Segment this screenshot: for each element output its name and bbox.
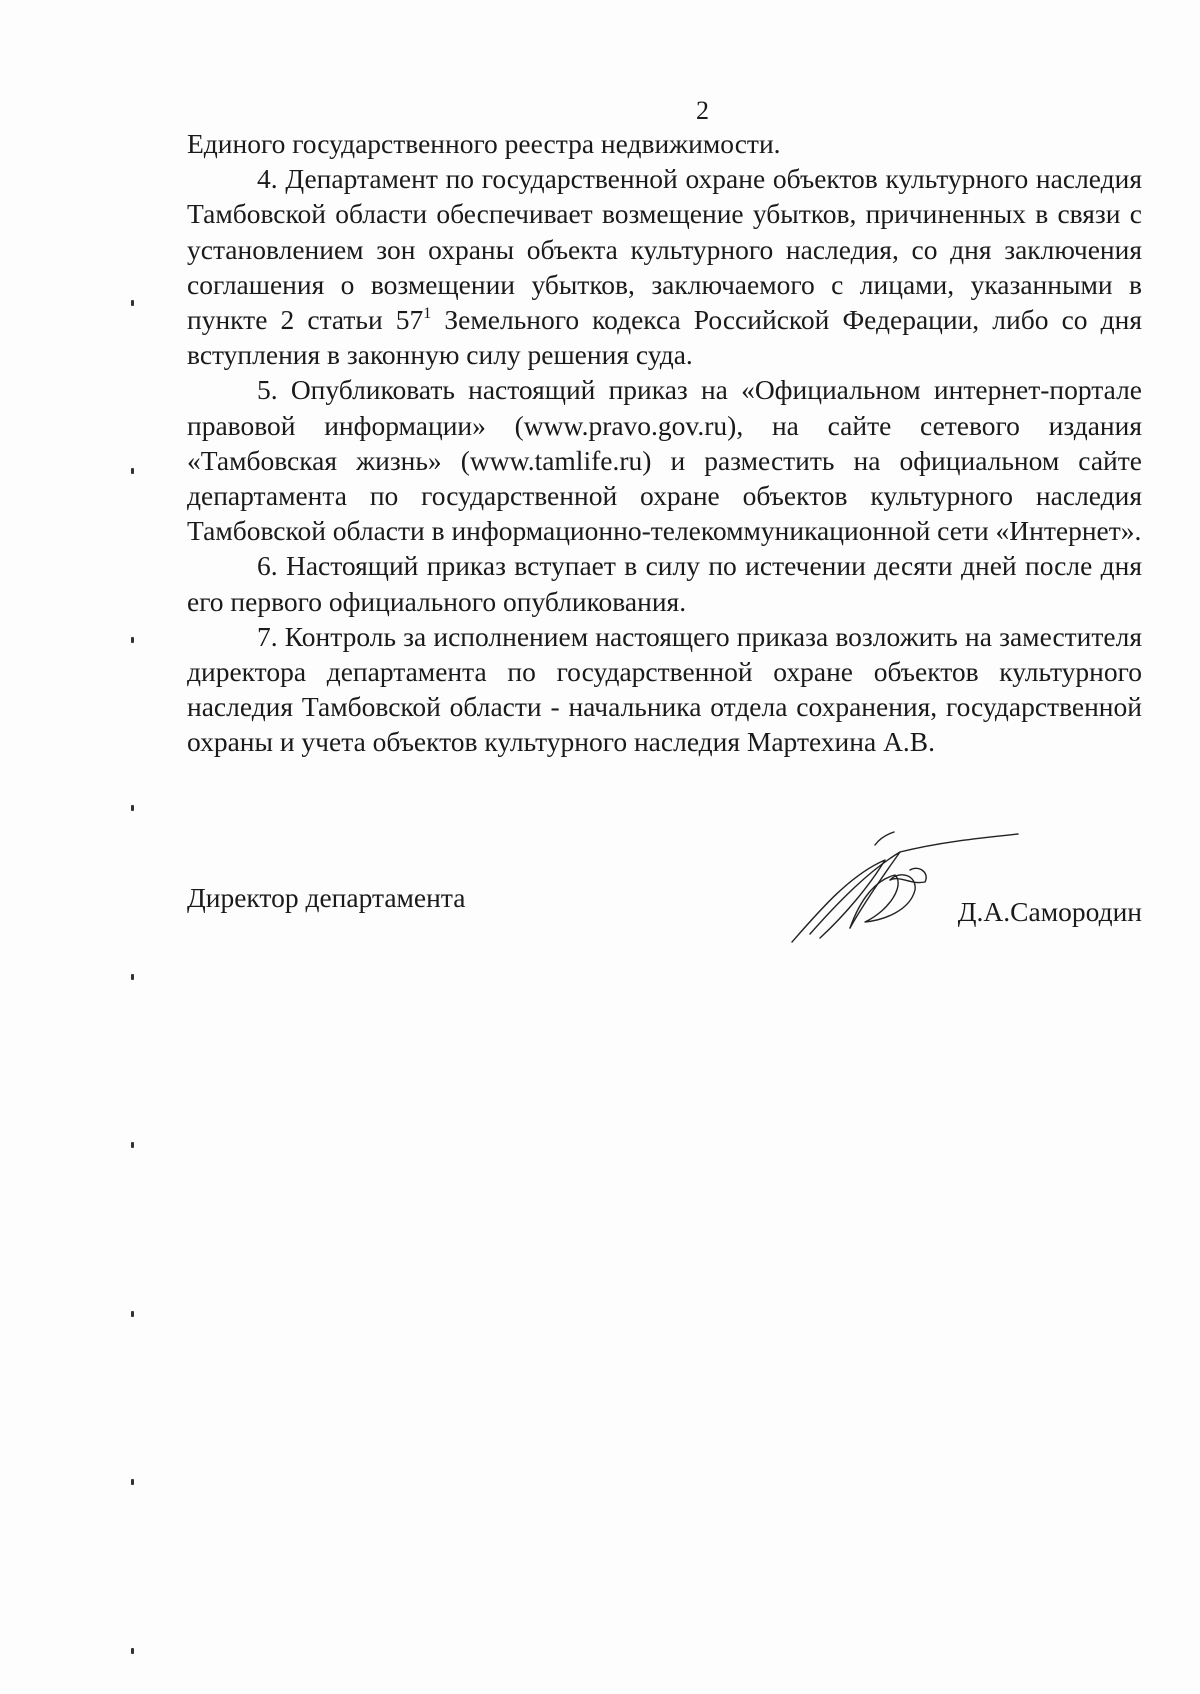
article-superscript: 1 [423, 305, 432, 323]
signer-name: Д.А.Самородин [957, 896, 1142, 927]
paragraph-item-4-text: 4. Департамент по государственной охране объектов культурного наследия Тамбовской области обеспечивает возмещение убытков, причиненных в связи с установлением зон охраны объекта культурного наследия, со дня заключения соглашения о возмещении убытков, заключаемого с лицами, указанными в пункте 2 статьи 57 [187, 163, 1142, 336]
paragraph-item-4 [187, 161, 1142, 372]
scan-mark [131, 1648, 134, 1654]
paragraph-item-5: 5. Опубликовать настоящий приказ на «Официальном интернет-портале правовой информации» (www.pravo.gov.ru), на сайте сетевого издания «Тамбовская жизнь» (www.tamlife.ru) и разместить на официальном сайте департамента по государственной охране объектов культурного наследия Тамбовской области в информационно-телекоммуникационной сети «Интернет». [187, 374, 1142, 547]
signer-position: Директор департамента [187, 882, 466, 913]
scan-mark [131, 1311, 134, 1317]
scan-mark [131, 1479, 134, 1485]
scan-mark [131, 805, 134, 811]
scan-mark [131, 974, 134, 980]
paragraph-item-4-text-end: Земельного кодекса Российской Федерации, либо со дня вступления в законную силу решения суда. [187, 304, 1142, 371]
paragraph-continuation: Единого государственного реестра недвижимости. [187, 128, 781, 159]
document-body [187, 126, 1142, 760]
paragraph-item-7: 7. Контроль за исполнением настоящего приказа возложить на заместителя директора департамента по государственной охране объектов культурного наследия Тамбовской области - начальника отдела сохранения, государственной охраны и учета объектов культурного наследия Мартехина А.В. [187, 620, 1142, 758]
handwritten-signature [790, 830, 1020, 950]
scan-mark [131, 1142, 134, 1148]
page-number: 2 [696, 96, 709, 125]
scan-mark [131, 637, 134, 643]
paragraph-item-6: 6. Настоящий приказ вступает в силу по истечении десяти дней после дня его первого официального опубликования. [187, 550, 1142, 617]
scan-mark [131, 468, 134, 474]
scan-mark [131, 300, 134, 306]
